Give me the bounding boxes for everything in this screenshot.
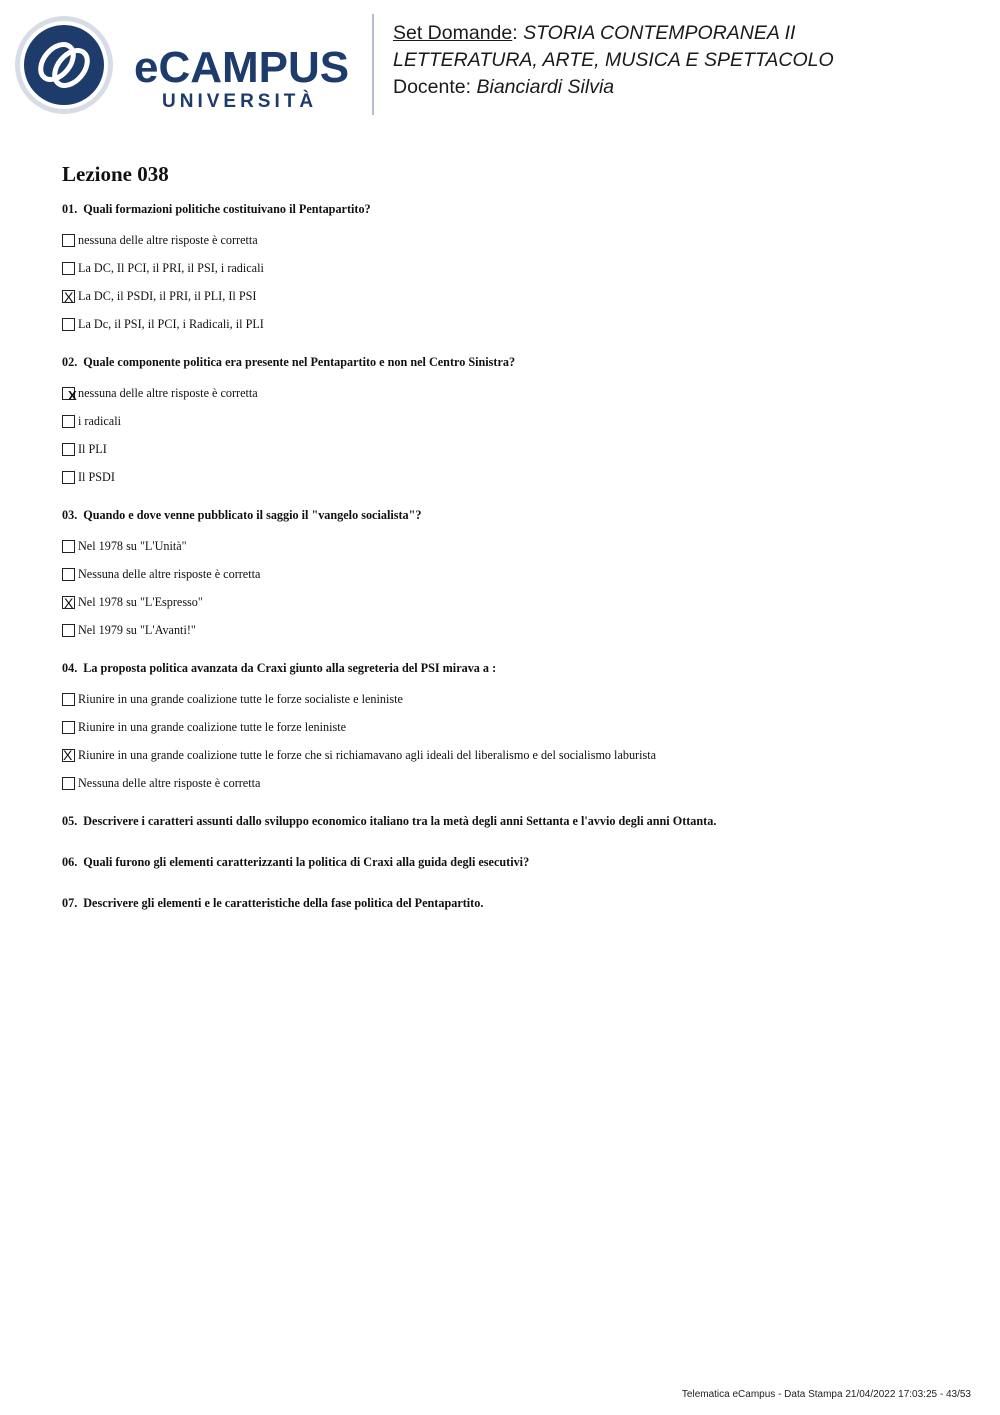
header-divider bbox=[372, 14, 374, 115]
option-selected[interactable]: X nessuna delle altre risposte è corretta bbox=[62, 379, 962, 407]
set-title-line1: STORIA CONTEMPORANEA II bbox=[523, 22, 796, 44]
option-list bbox=[62, 379, 962, 491]
brand-sub: UNIVERSITÀ bbox=[162, 91, 318, 112]
checkbox-checked[interactable] bbox=[62, 596, 75, 609]
question-text: 07. Descrivere gli elementi e le caratteristiche della fase politica del Pentapartito. bbox=[62, 896, 484, 910]
option[interactable]: Nel 1979 su "L'Avanti!" bbox=[62, 616, 962, 644]
question-03 bbox=[62, 506, 962, 644]
question-05 bbox=[62, 812, 962, 853]
checkbox[interactable] bbox=[62, 471, 75, 484]
check-mark: X bbox=[68, 387, 77, 403]
option[interactable]: La Dc, il PSI, il PCI, i Radicali, il PLI bbox=[62, 310, 962, 338]
checkbox[interactable] bbox=[62, 624, 75, 637]
question-text: 04. La proposta politica avanzata da Craxi giunto alla segreteria del PSI mirava a : bbox=[62, 661, 497, 675]
checkbox-checked[interactable] bbox=[62, 290, 75, 303]
checkbox[interactable] bbox=[62, 777, 75, 790]
checkbox[interactable] bbox=[62, 568, 75, 581]
ecampus-logo bbox=[14, 14, 364, 116]
question-04 bbox=[62, 659, 962, 797]
question-text: 05. Descrivere i caratteri assunti dallo sviluppo economico italiano tra la metà degli anni Settanta e l'avvio degli anni Ottanta. bbox=[62, 814, 717, 828]
option[interactable]: Nessuna delle altre risposte è corretta bbox=[62, 560, 962, 588]
option-selected[interactable]: X La DC, il PSDI, il PRI, il PLI, Il PSI bbox=[64, 288, 257, 305]
option[interactable]: Riunire in una grande coalizione tutte le forze leniniste bbox=[62, 713, 962, 741]
checkbox[interactable] bbox=[62, 721, 75, 734]
docente-line bbox=[393, 74, 834, 101]
option[interactable]: Il PLI bbox=[62, 435, 962, 463]
option-list bbox=[62, 226, 962, 338]
checkbox[interactable] bbox=[62, 234, 75, 247]
content bbox=[62, 160, 962, 935]
option[interactable]: Il PSDI bbox=[62, 463, 962, 491]
option-selected[interactable]: X Nel 1978 su "L'Espresso" bbox=[64, 594, 203, 611]
set-separator: : bbox=[512, 22, 518, 44]
lesson-title: Lezione 038 bbox=[62, 162, 169, 186]
question-text: 01. Quali formazioni politiche costituivano il Pentapartito? bbox=[62, 202, 371, 216]
checkbox[interactable] bbox=[62, 693, 75, 706]
set-title-line2: LETTERATURA, ARTE, MUSICA E SPETTACOLO bbox=[393, 49, 834, 71]
checkbox[interactable] bbox=[62, 318, 75, 331]
checkbox-checked[interactable] bbox=[62, 746, 75, 763]
question-01 bbox=[62, 200, 962, 338]
set-label: Set Domande bbox=[393, 22, 513, 44]
docente-label: Docente: bbox=[393, 76, 472, 98]
check-mark: X bbox=[64, 288, 74, 305]
brand-name: eCAMPUS bbox=[134, 43, 350, 92]
option[interactable]: La DC, Il PCI, il PRI, il PSI, i radicali bbox=[62, 254, 962, 282]
question-text: 03. Quando e dove venne pubblicato il saggio il "vangelo socialista"? bbox=[62, 508, 422, 522]
option-selected[interactable]: X Riunire in una grande coalizione tutte le forze che si richiamavano agli ideali del liberalismo e del socialismo laburista bbox=[63, 746, 657, 763]
checkbox[interactable] bbox=[62, 540, 75, 553]
docente-name: Bianciardi Silvia bbox=[476, 76, 615, 98]
question-text: 02. Quale componente politica era presente nel Pentapartito e non nel Centro Sinistra? bbox=[62, 355, 516, 369]
check-mark: X bbox=[64, 594, 74, 611]
question-07 bbox=[62, 894, 962, 935]
question-06 bbox=[62, 853, 962, 894]
option[interactable]: i radicali bbox=[62, 407, 962, 435]
option-list bbox=[62, 532, 962, 644]
option[interactable]: Riunire in una grande coalizione tutte le forze socialiste e leniniste bbox=[62, 685, 962, 713]
header-info bbox=[393, 20, 834, 101]
page-footer: Telematica eCampus - Data Stampa 21/04/2022 17:03:25 - 43/53 bbox=[681, 1389, 971, 1400]
option[interactable]: nessuna delle altre risposte è corretta bbox=[62, 226, 962, 254]
ecampus-logo-graphic bbox=[14, 14, 364, 116]
option[interactable]: Nessuna delle altre risposte è corretta bbox=[62, 769, 962, 797]
checkbox[interactable] bbox=[62, 415, 75, 428]
option[interactable]: Nel 1978 su "L'Unità" bbox=[62, 532, 962, 560]
question-02 bbox=[62, 353, 962, 491]
set-line bbox=[393, 20, 834, 47]
check-mark: X bbox=[63, 746, 73, 763]
checkbox[interactable] bbox=[62, 443, 75, 456]
question-text: 06. Quali furono gli elementi caratterizzanti la politica di Craxi alla guida degli esecutivi? bbox=[62, 855, 530, 869]
option-list bbox=[62, 685, 962, 797]
checkbox[interactable] bbox=[62, 262, 75, 275]
checkbox-checked[interactable] bbox=[62, 387, 77, 403]
